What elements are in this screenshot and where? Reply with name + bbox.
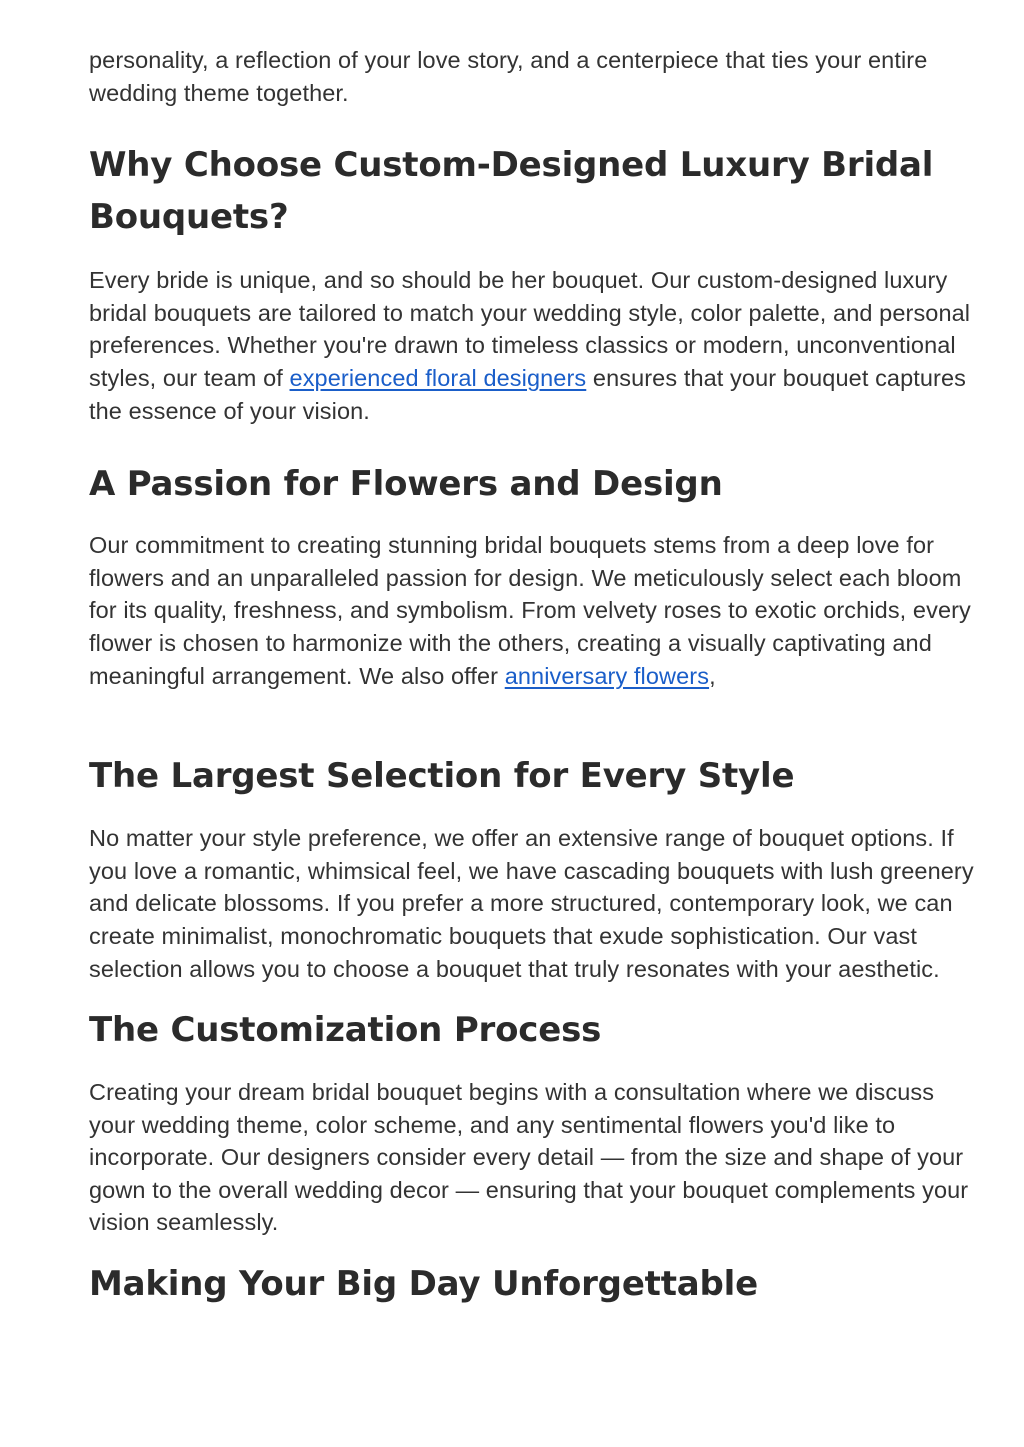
paragraph-customization-process: Creating your dream bridal bouquet begins with a consultation where we discuss your wedding theme, color scheme, and any sentimental flowers you'd like to incorporate. Our designers consider every detail — from the size and shape of your gown to the overall wedding decor — ensuring that your bouquet complements your vision seamlessly. [89,1079,969,1236]
paragraph-why-choose [89,264,979,427]
why-text-end: ensures that your bouquet captures the essence of your vision. [89,364,967,424]
intro-paragraph: personality, a reflection of your love story, and a centerpiece that ties your entire wedding theme together. [89,47,928,106]
paragraph-largest-selection: No matter your style preference, we offer an extensive range of bouquet options. If you love a romantic, whimsical feel, we have cascading bouquets with lush greenery and delicate blossoms. If you prefer a more structured, contemporary look, we can create minimalist, monochromatic bouquets that exude sophistication. Our vast selection allows you to choose a bouquet that truly resonates with your aesthetic. [89,825,974,982]
why-text-start: Every bride is unique, and so should be her bouquet. Our custom-designed luxury bridal bouquets are tailored to match your wedding style, color palette, and personal preferences. Whether you're drawn to timeless classics or modern, unconventional styles, our team of [89,267,971,391]
heading-making-unforgettable: Making Your Big Day Unforgettable [89,1264,758,1305]
heading-largest-selection: The Largest Selection for Every Style [89,756,795,797]
heading-why-choose: Why Choose Custom-Designed Luxury Bridal Bouquets? [89,145,934,238]
article-body [89,44,979,1310]
heading-passion: A Passion for Flowers and Design [89,464,723,505]
heading-customization-process: The Customization Process [89,1010,602,1051]
paragraph-passion [89,529,979,692]
anniversary-flowers-link[interactable]: anniversary flowers [504,662,710,689]
experienced-floral-designers-link[interactable]: experienced floral designers [289,364,587,391]
passion-text-end: , [709,662,716,689]
passion-text-start: Our commitment to creating stunning bridal bouquets stems from a deep love for flowers and an unparalleled passion for design. We meticulously select each bloom for its quality, freshness, and symbolism. From velvety roses to exotic orchids, every flower is chosen to harmonize with the others, creating a visually captivating and meaningful arrangement. We also offer [89,532,971,689]
